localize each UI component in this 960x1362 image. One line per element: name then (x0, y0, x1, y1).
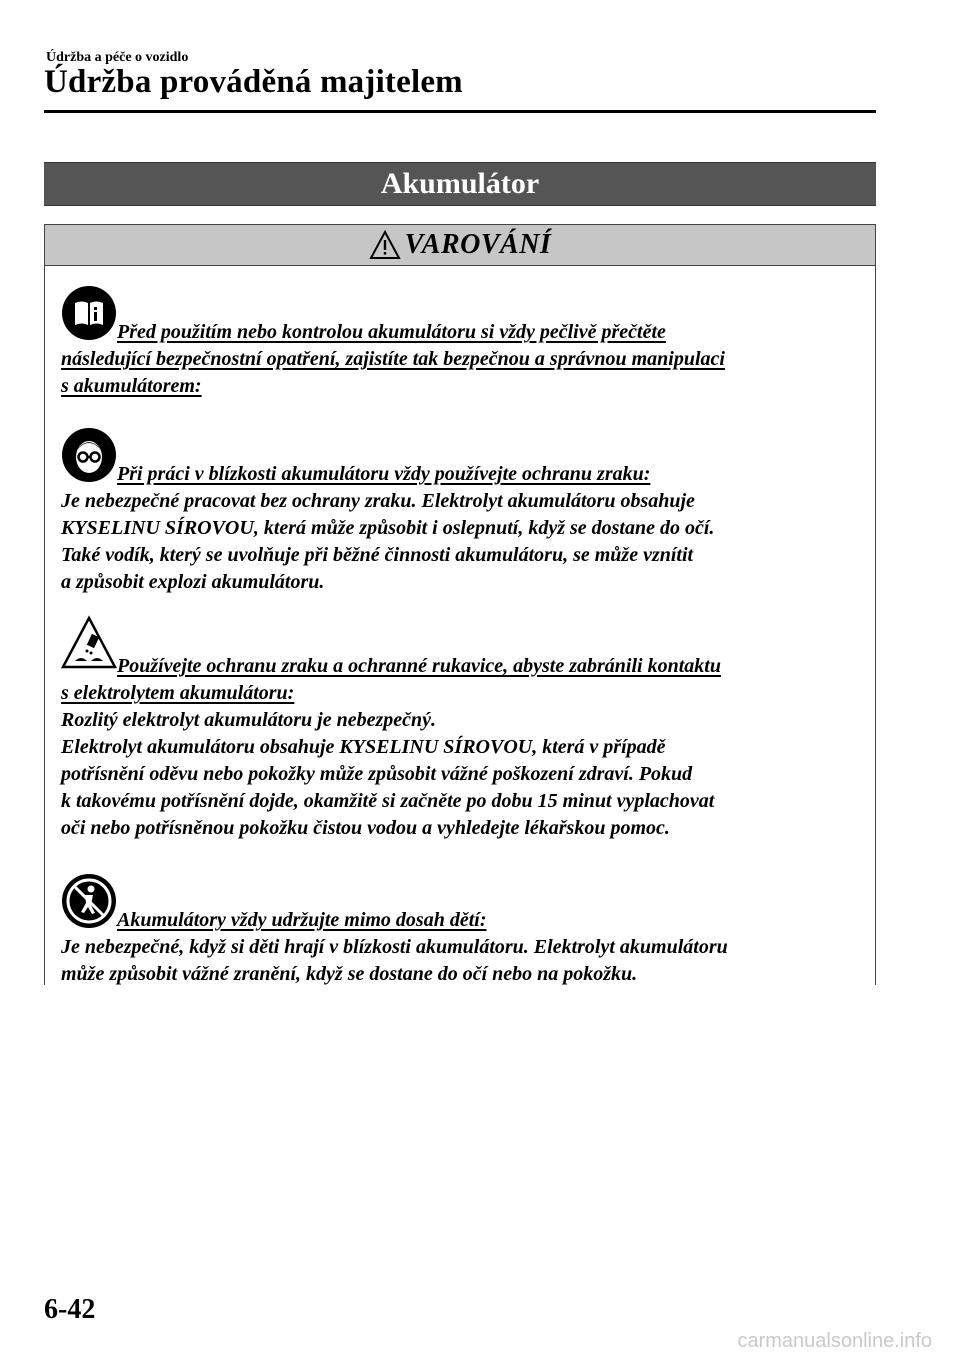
corrosive-acid-icon (61, 615, 117, 671)
page-number: 6-42 (44, 1294, 96, 1325)
block3-text-line3: potřísnění oděvu nebo pokožky může způsobit vážné poškození zdraví. Pokud (61, 763, 693, 785)
warning-body (61, 273, 861, 985)
block2-text-line3: Také vodík, který se uvolňuje při běžné činnosti akumulátoru, se může vznítit (61, 544, 694, 566)
warning-header (45, 225, 875, 266)
warning-triangle-icon (369, 230, 401, 260)
block1-lead-line2: následující bezpečnostní opatření, zajistíte tak bezpečnou a správnou manipulaci (61, 348, 725, 370)
section-title: Akumulátor (380, 167, 540, 200)
eye-protection-icon (61, 427, 117, 483)
warning-block-acid (61, 613, 861, 842)
block4-text-line2: může způsobit vážné zranění, když se dostane do očí nebo na pokožku. (61, 963, 638, 985)
page-title: Údržba prováděná majitelem (44, 64, 463, 100)
warning-block-children (61, 867, 861, 988)
block3-text-line5: oči nebo potřísněnou pokožku čistou vodou a vyhledejte lékařskou pomoc. (61, 817, 670, 839)
block2-text-line4: a způsobit explozi akumulátoru. (61, 571, 325, 593)
warning-title: VAROVÁNÍ (404, 229, 552, 260)
block1-lead-line1: Před použitím nebo kontrolou akumulátoru si vždy pečlivě přečtěte (117, 321, 666, 343)
block2-lead: Při práci v blízkosti akumulátoru vždy používejte ochranu zraku: (117, 463, 651, 485)
section-header (44, 162, 876, 206)
block2-text-line1: Je nebezpečné pracovat bez ochrany zraku. Elektrolyt akumulátoru obsahuje (61, 490, 695, 512)
watermark: carmanualsonline.info (737, 1330, 932, 1352)
read-manual-icon (61, 285, 117, 341)
block4-text-line1: Je nebezpečné, když si děti hrají v blízkosti akumulátoru. Elektrolyt akumulátoru (61, 936, 728, 958)
block1-lead-line3: s akumulátorem: (61, 375, 202, 397)
keep-away-children-icon (61, 873, 117, 929)
block3-text-line4: k takovému potřísnění dojde, okamžitě si začněte po dobu 15 minut vyplachovat (61, 790, 715, 812)
warning-box (44, 224, 876, 985)
title-rule (44, 110, 876, 113)
block4-lead: Akumulátory vždy udržujte mimo dosah dětí: (117, 909, 487, 931)
breadcrumb: Údržba a péče o vozidlo (46, 50, 189, 65)
block3-text-line2: Elektrolyt akumulátoru obsahuje KYSELINU SÍROVOU, která v případě (61, 736, 666, 758)
warning-block-eye-protection (61, 421, 861, 596)
block2-text-line2: KYSELINU SÍROVOU, která může způsobit i oslepnutí, když se dostane do očí. (61, 517, 715, 539)
block3-lead-line2: s elektrolytem akumulátoru: (61, 682, 295, 704)
block3-text-line1: Rozlitý elektrolyt akumulátoru je nebezpečný. (61, 709, 436, 731)
warning-block-manual (61, 279, 861, 400)
block3-lead-line1: Používejte ochranu zraku a ochranné rukavice, abyste zabránili kontaktu (117, 655, 721, 677)
